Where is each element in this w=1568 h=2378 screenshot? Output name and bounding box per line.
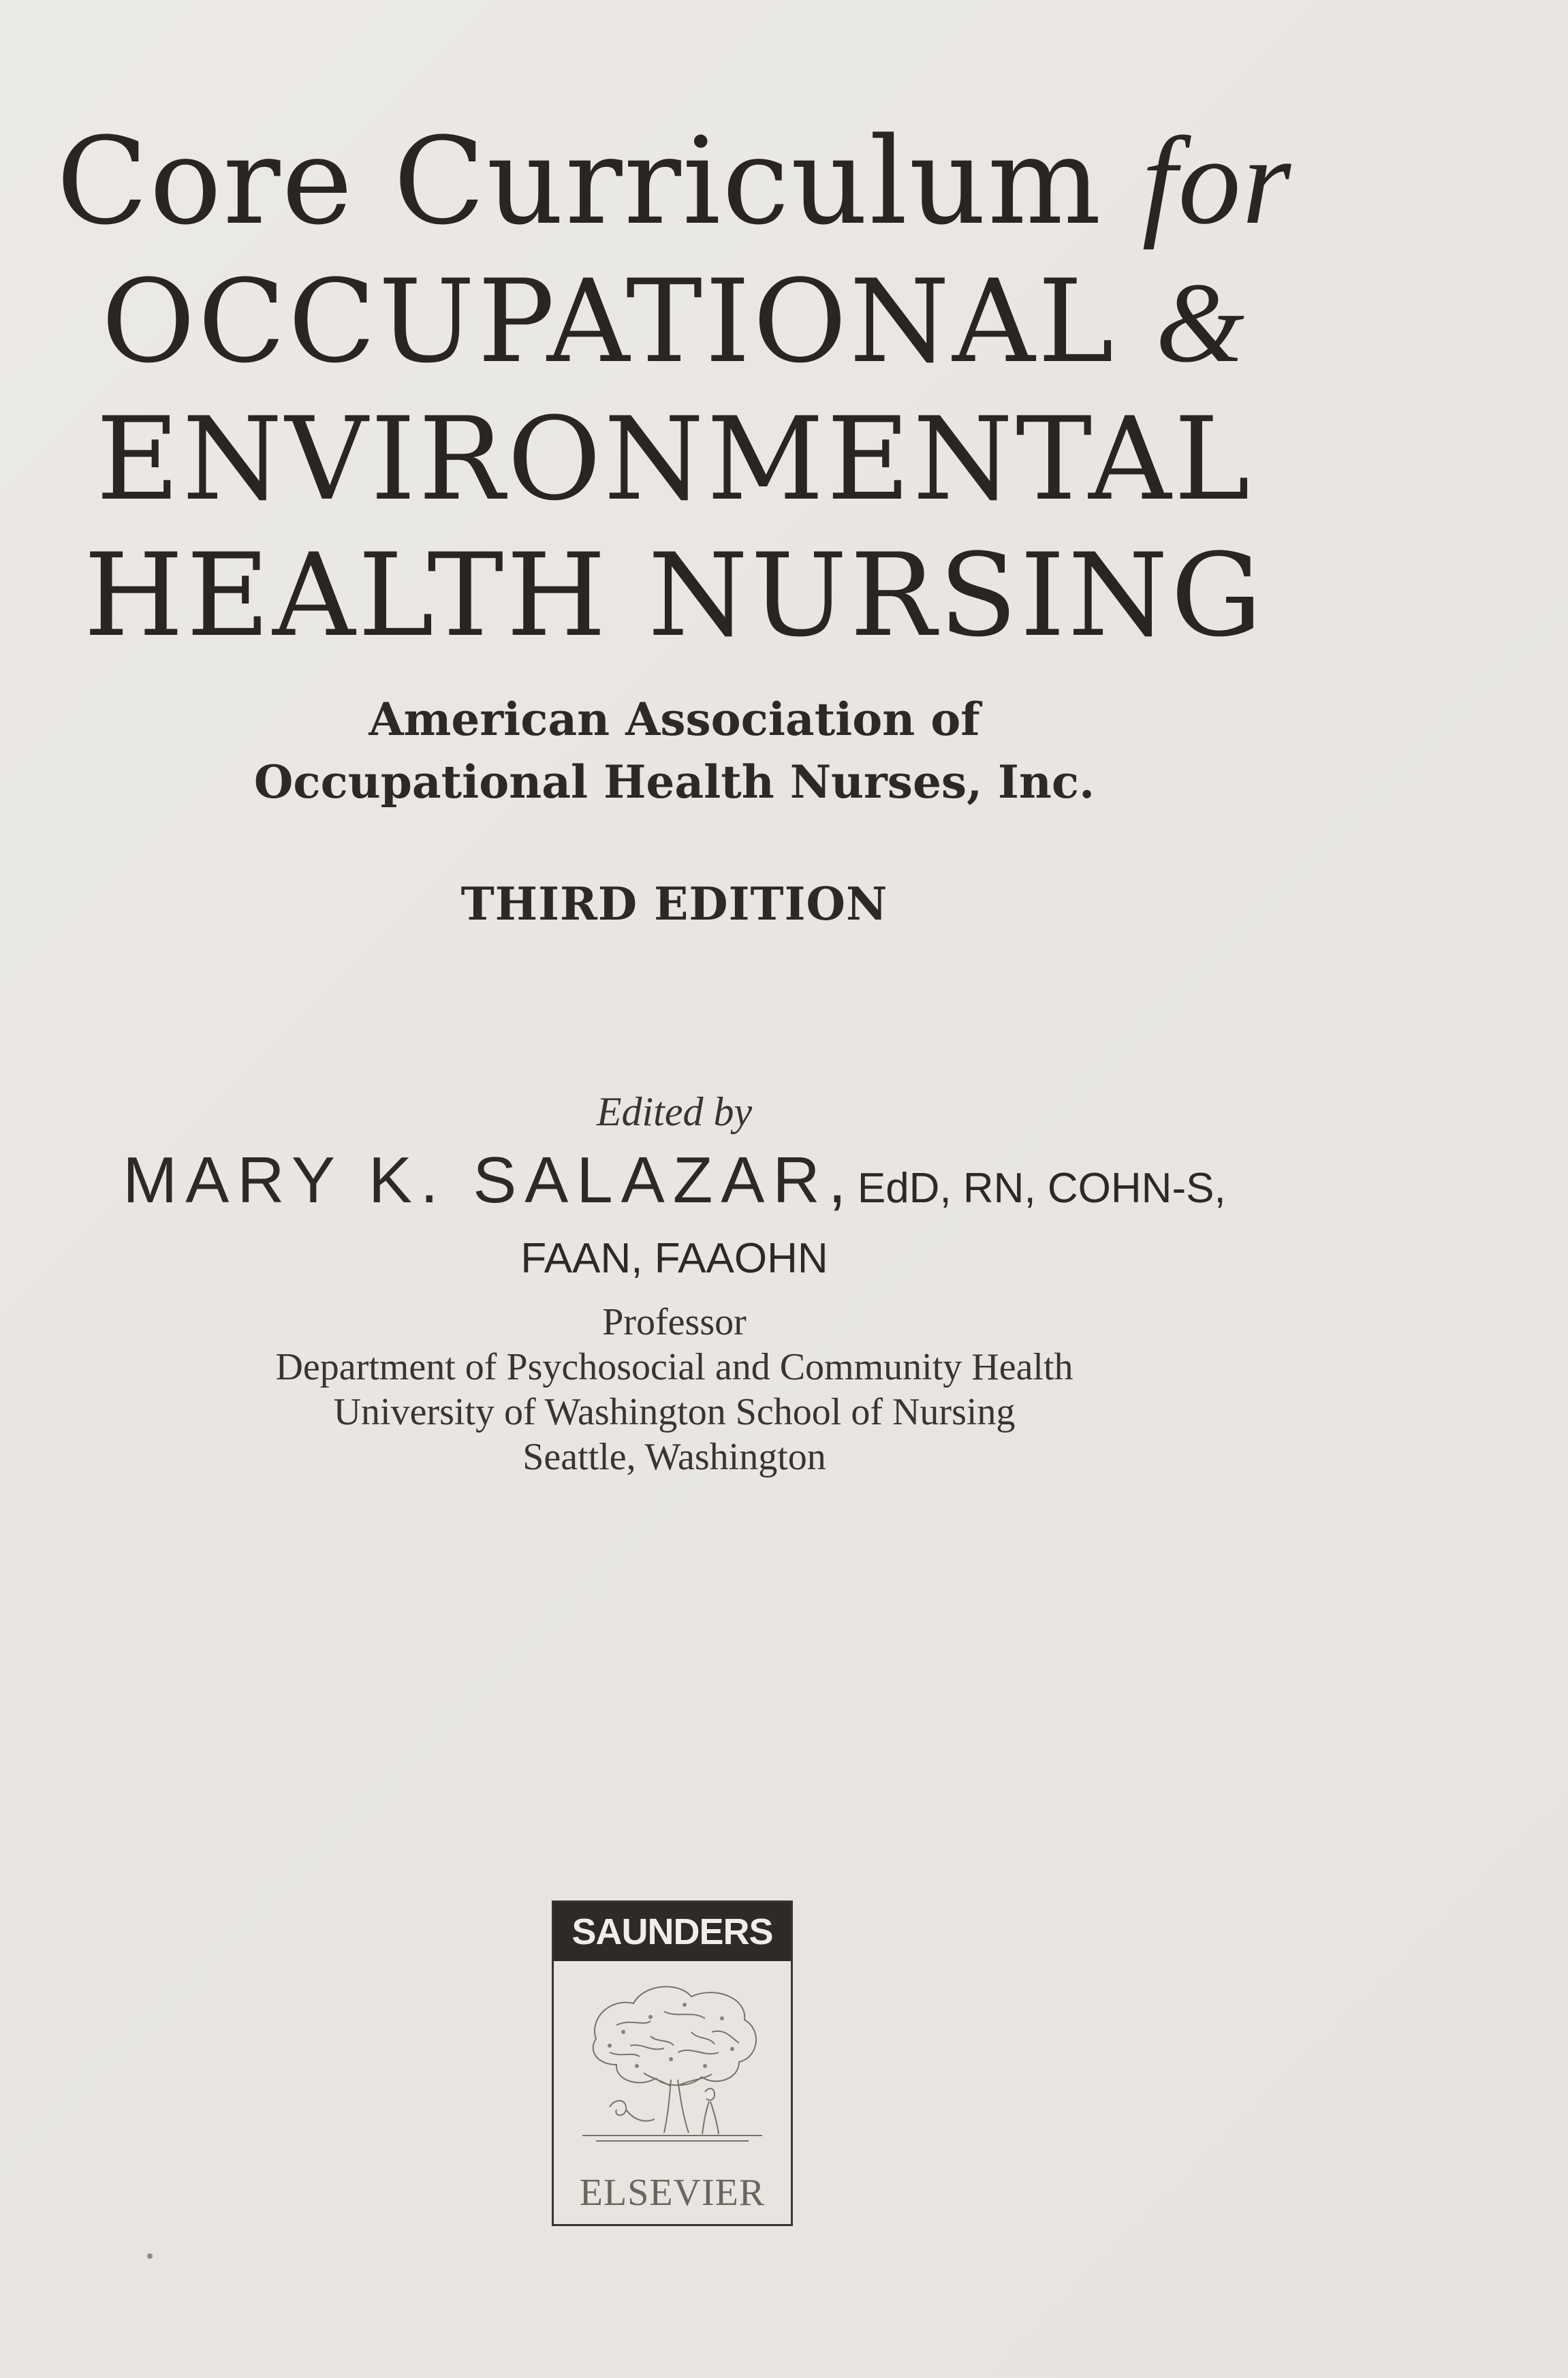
title-line-3: ENVIRONMENTAL: [96, 392, 1253, 526]
logo-saunders: SAUNDERS: [554, 1903, 791, 1961]
title-line-4: HEALTH NURSING: [83, 529, 1266, 662]
edited-by: Edited by: [596, 1089, 753, 1134]
edition: THIRD EDITION: [460, 877, 888, 930]
book-title: [41, 109, 1308, 663]
affiliation-line: Professor: [602, 1301, 747, 1343]
paper-speck: [147, 2253, 153, 2259]
affiliation-line: Seattle, Washington: [522, 1436, 826, 1478]
elsevier-tree-icon: [569, 1977, 776, 2148]
organization-line-2: Occupational Health Nurses, Inc.: [253, 755, 1095, 809]
editor-credentials-2: FAAN, FAAOHN: [520, 1235, 828, 1282]
editor-name-line: [0, 1143, 1349, 1218]
editor-affiliation: [0, 1300, 1349, 1480]
editor-name: MARY K. SALAZAR,: [123, 1144, 855, 1217]
title-occupational: OCCUPATIONAL: [101, 255, 1156, 388]
affiliation-line: Department of Psychosocial and Community Health: [275, 1346, 1073, 1388]
affiliation-line: University of Washington School of Nursing: [333, 1391, 1016, 1433]
logo-elsevier: ELSEVIER: [579, 2172, 766, 2214]
title-for: for: [1142, 111, 1293, 250]
publisher-logo: [552, 1900, 793, 2226]
title-ampersand: &: [1155, 260, 1248, 386]
organization: [0, 688, 1349, 813]
title-line-1: [41, 109, 1308, 253]
editor-credentials-1: EdD, RN, COHN-S,: [857, 1165, 1226, 1212]
title-line-2: [41, 253, 1308, 391]
organization-line-1: American Association of: [369, 693, 980, 746]
title-core-curriculum: Core Curriculum: [56, 112, 1142, 251]
